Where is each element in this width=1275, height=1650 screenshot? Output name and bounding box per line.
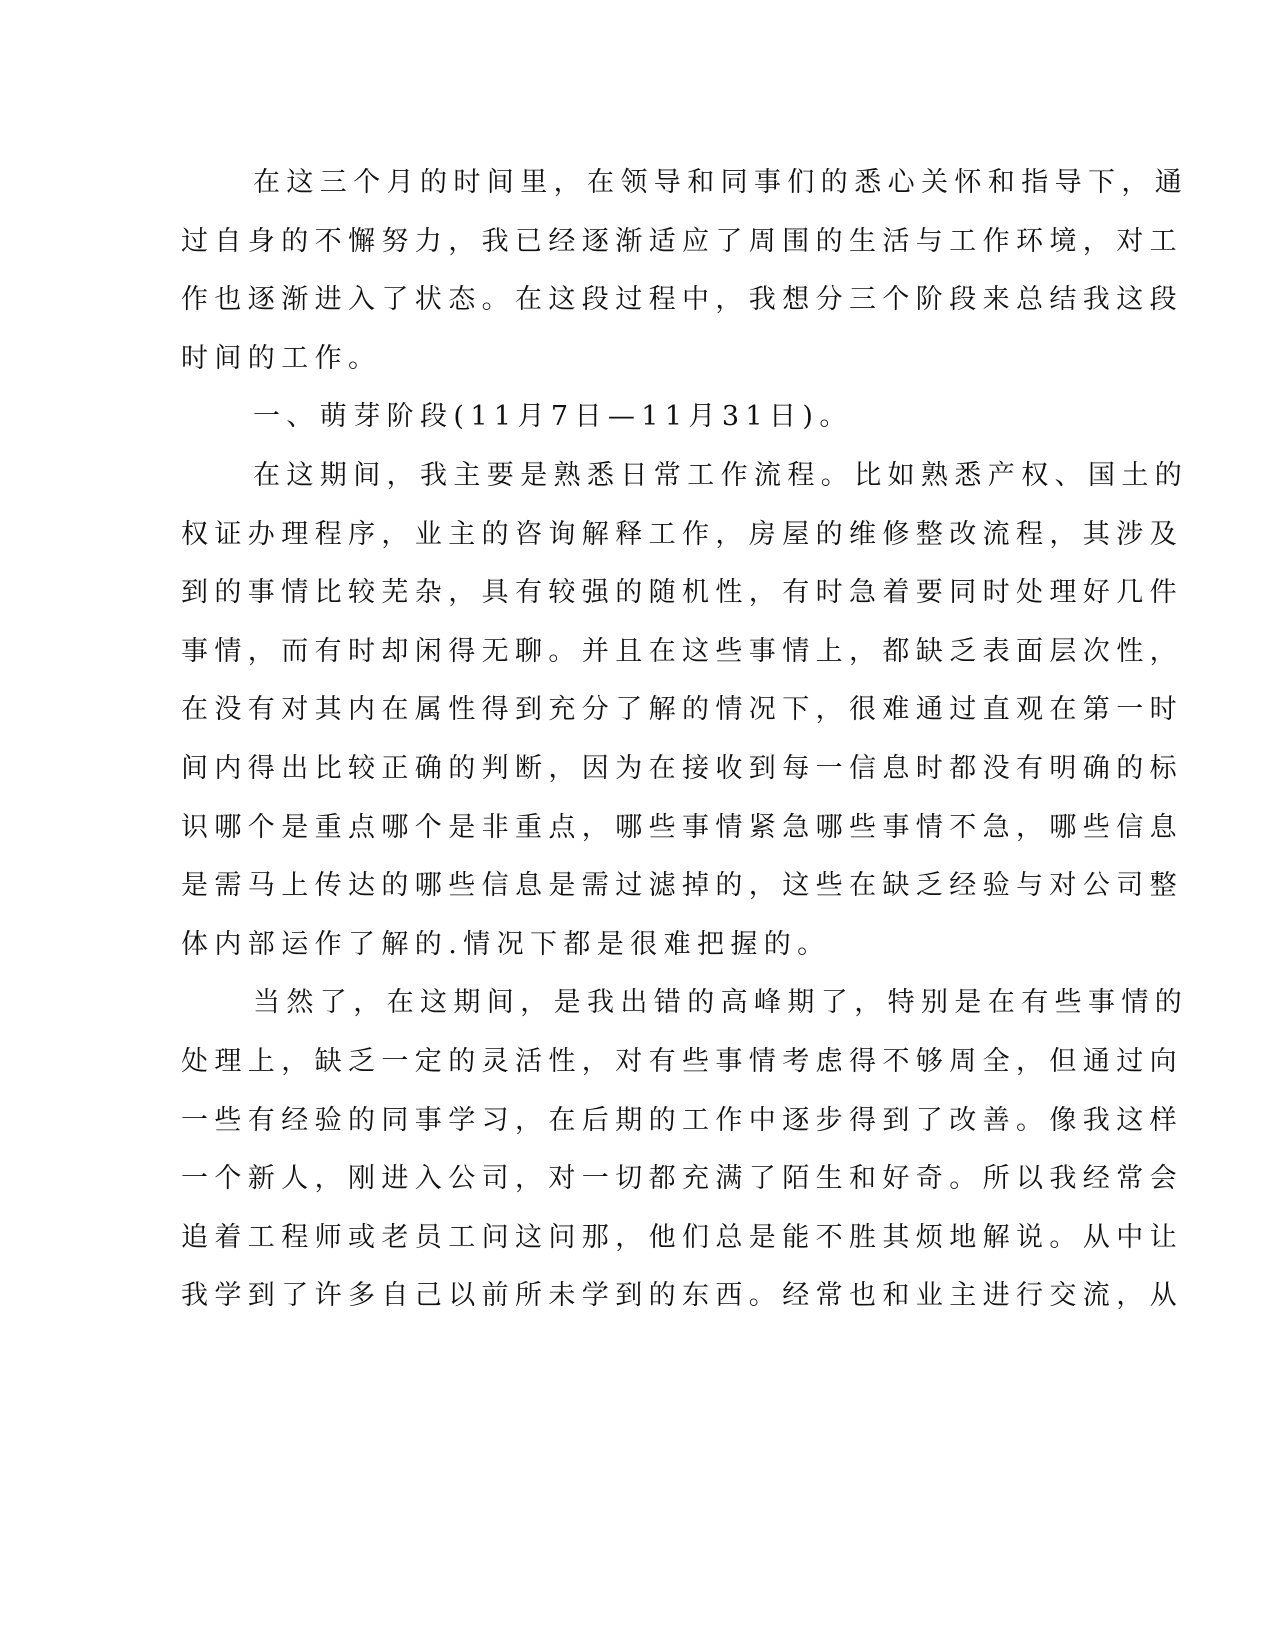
text-line: 在没有对其内在属性得到充分了解的情况下，很难通过直观在第一时 <box>181 694 1183 726</box>
text-line: 体内部运作了解的.情况下都是很难把握的。 <box>181 928 831 960</box>
text-line: 是需马上传达的哪些信息是需过滤掉的，这些在缺乏经验与对公司整 <box>181 870 1183 902</box>
text-line: 处理上，缺乏一定的灵活性，对有些事情考虑得不够周全，但通过向 <box>181 1045 1183 1077</box>
text-line: 事情，而有时却闲得无聊。并且在这些事情上，都缺乏表面层次性， <box>181 635 1183 667</box>
text-line: 我学到了许多自己以前所未学到的东西。经常也和业主进行交流，从 <box>181 1280 1183 1312</box>
text-line: 间内得出比较正确的判断，因为在接收到每一信息时都没有明确的标 <box>181 752 1183 784</box>
body-text <box>181 154 1189 1326</box>
text-line: 作也逐渐进入了状态。在这段过程中，我想分三个阶段来总结我这段 <box>181 284 1183 316</box>
text-line: 追着工程师或老员工问这问那，他们总是能不胜其烦地解说。从中让 <box>181 1221 1183 1253</box>
text-line: 在这三个月的时间里，在领导和同事们的悉心关怀和指导下，通 <box>253 167 1189 198</box>
section-heading: 一、萌芽阶段(11月7日—11月31日)。 <box>253 401 853 433</box>
text-line: 一个新人，刚进入公司，对一切都充满了陌生和好奇。所以我经常会 <box>181 1163 1183 1195</box>
text-line: 在这期间，我主要是熟悉日常工作流程。比如熟悉产权、国土的 <box>253 459 1189 491</box>
text-line: 识哪个是重点哪个是非重点，哪些事情紧急哪些事情不急，哪些信息 <box>181 811 1183 843</box>
text-line: 一些有经验的同事学习，在后期的工作中逐步得到了改善。像我这样 <box>181 1104 1183 1136</box>
text-line: 时间的工作。 <box>181 342 382 374</box>
text-line: 过自身的不懈努力，我已经逐渐适应了周围的生活与工作环境，对工 <box>181 225 1183 257</box>
text-line: 权证办理程序，业主的咨询解释工作，房屋的维修整改流程，其涉及 <box>181 518 1183 550</box>
text-line: 到的事情比较芜杂，具有较强的随机性，有时急着要同时处理好几件 <box>181 577 1183 609</box>
text-line: 当然了，在这期间，是我出错的高峰期了，特别是在有些事情的 <box>253 987 1189 1019</box>
